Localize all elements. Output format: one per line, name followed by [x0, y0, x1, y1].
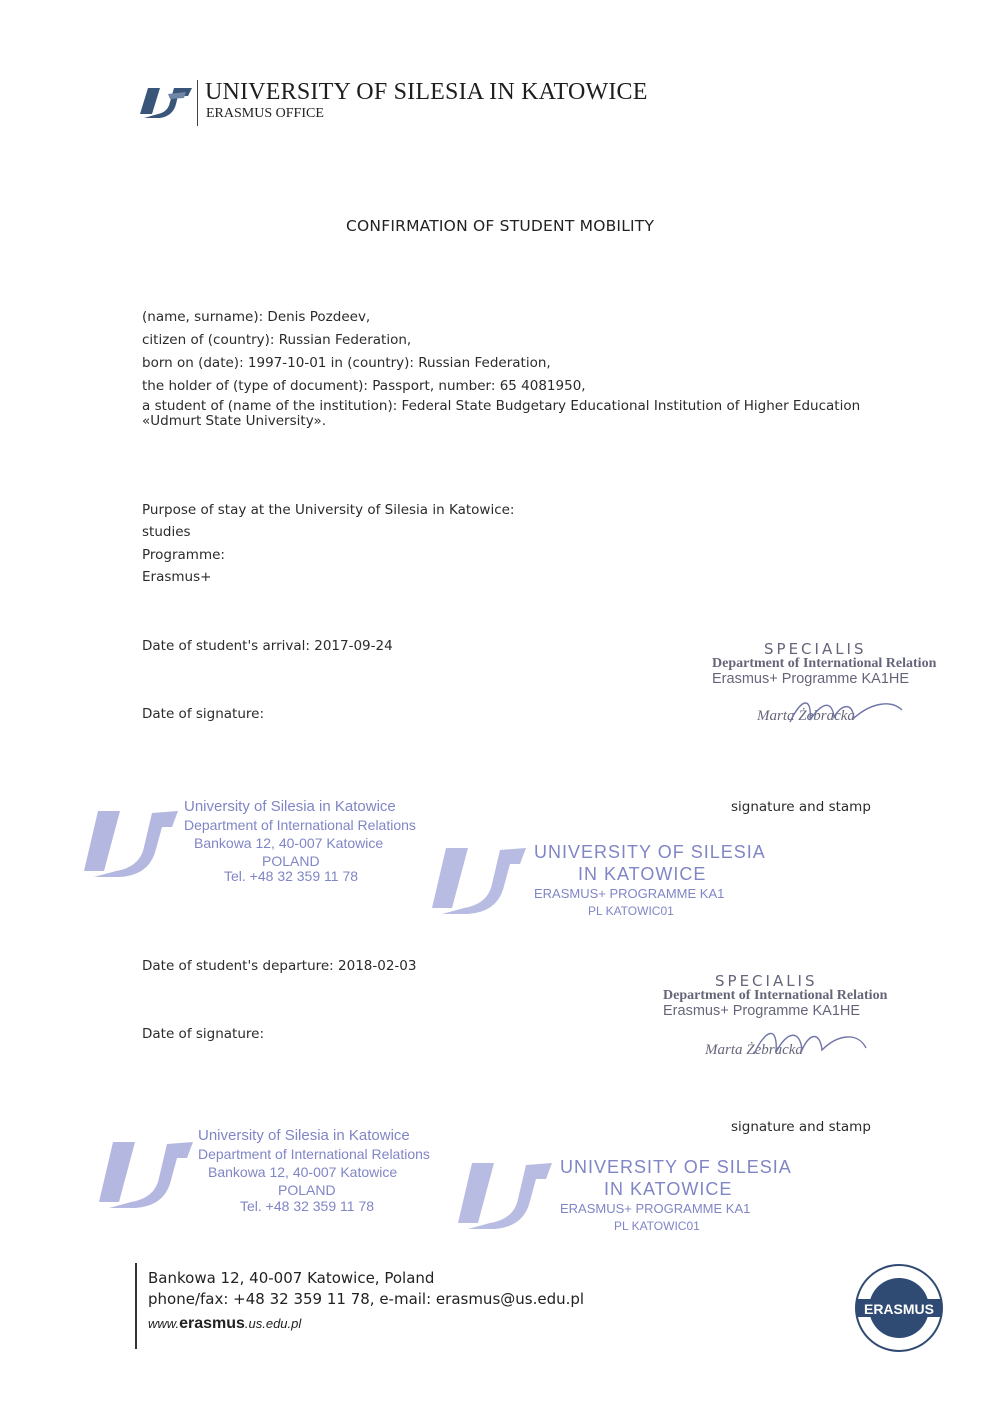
badge-label: ERASMUS: [863, 1301, 935, 1317]
stamp-logo-icon: [428, 842, 528, 914]
erasmus-badge-icon: [854, 1263, 944, 1357]
department-stamp: University of Silesia in Katowice Department of International Relations Bankowa 12, 40-007 Katowice POLAND Tel. +48 32 359 11 78: [80, 795, 430, 890]
department-stamp: University of Silesia in Katowice Department of International Relations Bankowa 12, 40-007 Katowice POLAND Tel. +48 32 359 11 78: [95, 1124, 435, 1219]
office-name: ERASMUS OFFICE: [206, 106, 324, 121]
student-birth-line: born on (date): 1997-10-01 in (country): Russian Federation,: [142, 355, 551, 371]
programme-label: Programme:: [142, 547, 225, 563]
student-name-line: (name, surname): Denis Pozdeev,: [142, 309, 371, 325]
student-document-line: the holder of (type of document): Passport, number: 65 4081950,: [142, 378, 586, 394]
departure-signature-stamp-label: signature and stamp: [731, 1119, 871, 1135]
stamp-logo-icon: [80, 803, 180, 878]
university-logo-icon: [138, 84, 194, 124]
erasmus-programme-stamp: UNIVERSITY OF SILESIA IN KATOWICE ERASMUS+ PROGRAMME KA1 PL KATOWIC01: [454, 1153, 794, 1243]
footer-address: Bankowa 12, 40-007 Katowice, Poland: [148, 1269, 435, 1287]
specialist-stamp: SPECIALIS Department of International Relation Erasmus+ Programme KA1HE Marta Żebracka: [712, 640, 932, 730]
stamp-logo-icon: [454, 1157, 554, 1229]
signature-icon: [782, 692, 912, 732]
footer-divider: [135, 1263, 137, 1349]
departure-signature-date-label: Date of signature:: [142, 1026, 265, 1042]
departure-date: Date of student's departure: 2018-02-03: [142, 958, 417, 974]
programme-value: Erasmus+: [142, 569, 212, 585]
student-institution-line-2: «Udmurt State University».: [142, 413, 326, 429]
university-name: UNIVERSITY OF SILESIA IN KATOWICE: [205, 79, 648, 105]
arrival-signature-date-label: Date of signature:: [142, 706, 265, 722]
arrival-date: Date of student's arrival: 2017-09-24: [142, 638, 393, 654]
erasmus-programme-stamp: UNIVERSITY OF SILESIA IN KATOWICE ERASMUS+ PROGRAMME KA1 PL KATOWIC01: [428, 838, 768, 928]
stamp-logo-icon: [95, 1134, 195, 1209]
purpose-value: studies: [142, 524, 191, 540]
student-institution-line: a student of (name of the institution): Federal State Budgetary Educational Institution of Higher Education: [142, 398, 861, 414]
specialist-stamp: SPECIALIS Department of International Relation Erasmus+ Programme KA1HE Marta Żebracka: [663, 972, 883, 1064]
footer-website-link[interactable]: www.erasmus.us.edu.pl: [148, 1315, 302, 1332]
purpose-label: Purpose of stay at the University of Silesia in Katowice:: [142, 502, 515, 518]
arrival-signature-stamp-label: signature and stamp: [731, 799, 871, 815]
student-citizenship-line: citizen of (country): Russian Federation,: [142, 332, 412, 348]
header-divider: [197, 80, 198, 126]
signature-icon: [748, 1022, 878, 1062]
document-title: CONFIRMATION OF STUDENT MOBILITY: [346, 217, 655, 235]
footer-contact: phone/fax: +48 32 359 11 78, e-mail: erasmus@us.edu.pl: [148, 1290, 585, 1308]
